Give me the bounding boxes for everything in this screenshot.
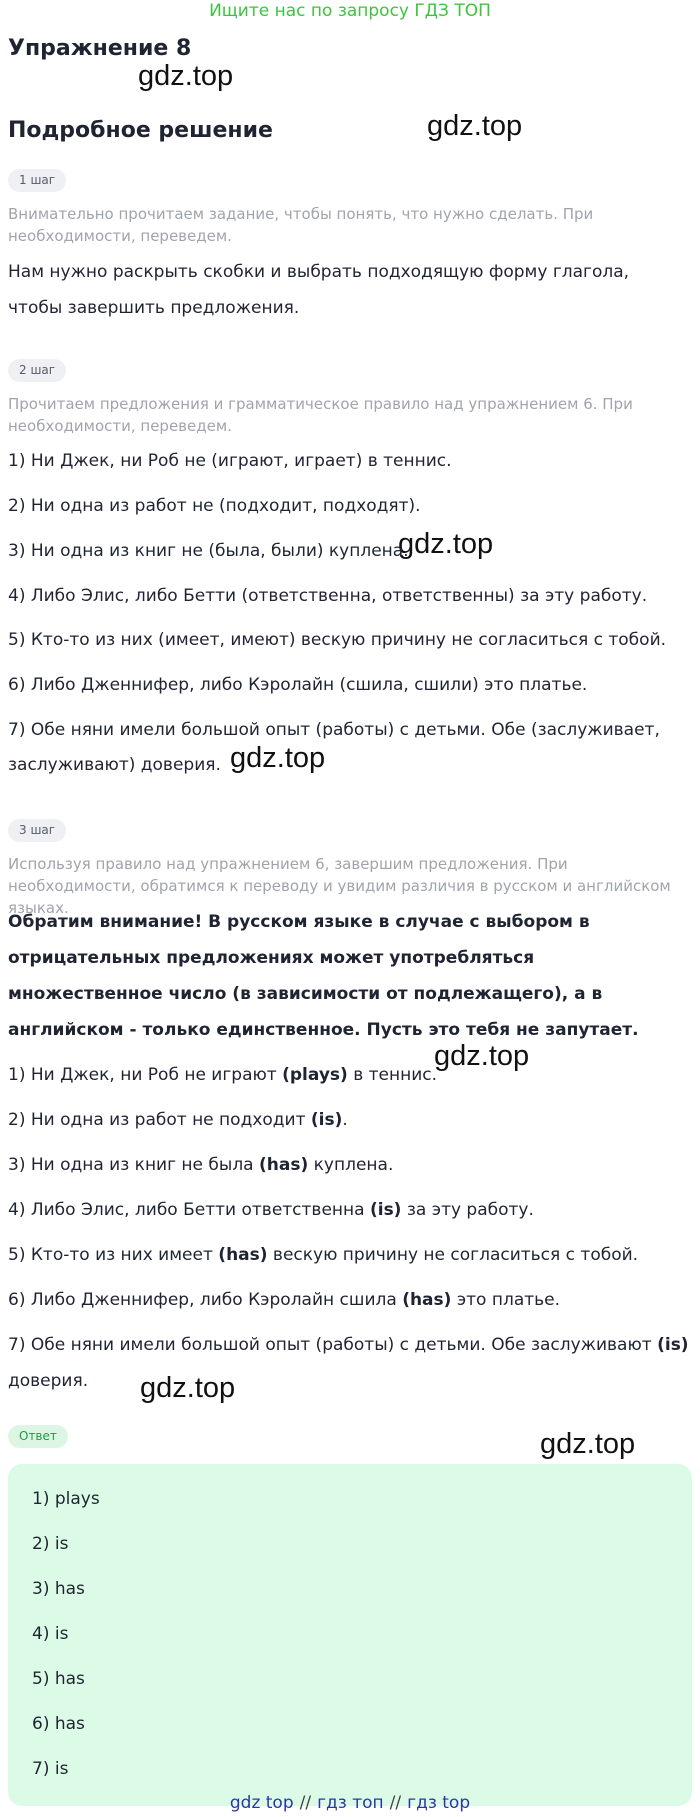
step-2-item: 5) Кто-то из них (имеет, имеют) вескую причину не согласиться с тобой. xyxy=(8,630,667,650)
exercise-title: Упражнение 8 xyxy=(8,36,192,61)
answer-box xyxy=(8,1464,692,1806)
watermark: gdz.top xyxy=(230,742,326,774)
watermark: gdz.top xyxy=(138,60,234,92)
answer-item: 6) has xyxy=(32,1714,85,1734)
watermark: gdz.top xyxy=(140,1372,236,1404)
answer-item: 2) is xyxy=(32,1534,69,1554)
search-banner: Ищите нас по запросу ГДЗ ТОП xyxy=(209,1,491,21)
watermark: gdz.top xyxy=(398,528,494,560)
step-2-item: 2) Ни одна из работ не (подходит, подходят). xyxy=(8,496,421,516)
footer-separator: // xyxy=(299,1793,312,1813)
watermark: gdz.top xyxy=(434,1040,530,1072)
step-3-item: доверия. xyxy=(8,1371,89,1391)
step-1-text: Нам нужно раскрыть скобки и выбрать подходящую форму глагола, чтобы завершить предложения. xyxy=(8,262,630,318)
step-3-item: 5) Кто-то из них имеет (has) вескую причину не согласиться с тобой. xyxy=(8,1245,639,1265)
step-2-note: Прочитаем предложения и грамматическое правило над упражнением 6. При необходимости, переведем. xyxy=(8,395,633,435)
footer-link[interactable]: гдз топ xyxy=(317,1793,384,1813)
step-3-item: 7) Обе няни имели большой опыт (работы) с детьми. Обе заслуживают (is) xyxy=(8,1335,689,1355)
answer-item: 1) plays xyxy=(32,1489,100,1509)
answer-item: 5) has xyxy=(32,1669,85,1689)
solution-title: Подробное решение xyxy=(8,118,273,143)
step-3-item: 6) Либо Дженнифер, либо Кэролайн сшила (has) это платье. xyxy=(8,1290,561,1310)
step-2-badge: 2 шаг xyxy=(8,359,66,382)
step-1-note: Внимательно прочитаем задание, чтобы понять, что нужно сделать. При необходимости, переведем. xyxy=(8,205,594,245)
step-badge xyxy=(8,359,66,382)
step-2-item: 4) Либо Элис, либо Бетти (ответственна, ответственны) за эту работу. xyxy=(8,586,648,606)
watermark: gdz.top xyxy=(540,1428,636,1460)
step-2-item: 3) Ни одна из книг не (была, были) куплена. xyxy=(8,541,409,561)
step-badge xyxy=(8,169,66,192)
step-1-badge: 1 шаг xyxy=(8,169,66,192)
step-3-item: 1) Ни Джек, ни Роб не играют (plays) в теннис. xyxy=(8,1065,438,1085)
step-3-item: 3) Ни одна из книг не была (has) куплена. xyxy=(8,1155,394,1175)
step-2-item: заслуживают) доверия. xyxy=(8,755,221,775)
step-3-item: 2) Ни одна из работ не подходит (is). xyxy=(8,1110,348,1130)
answer-item: 7) is xyxy=(32,1759,69,1779)
footer-link[interactable]: gdz top xyxy=(229,1793,294,1813)
step-3-item: 4) Либо Элис, либо Бетти ответственна (is) за эту работу. xyxy=(8,1200,534,1220)
footer-link[interactable]: гдз top xyxy=(407,1793,471,1813)
step-3-note: Используя правило над упражнением 6, завершим предложения. При необходимости, обратимся к переводу и увидим различия в русском и английском языках. xyxy=(8,855,671,917)
answer-item: 4) is xyxy=(32,1624,69,1644)
answer-badge: Ответ xyxy=(8,1425,68,1448)
answer-item: 3) has xyxy=(32,1579,85,1599)
step-2-item: 1) Ни Джек, ни Роб не (играют, играет) в теннис. xyxy=(8,451,452,471)
step-badge xyxy=(8,819,66,842)
step-3-badge: 3 шаг xyxy=(8,819,66,842)
step-3-attention: Обратим внимание! В русском языке в случае с выбором в отрицательных предложениях может употребляться множественное число (в зависимости от подлежащего), а в английском - только единственное. Пусть это тебя не запутает. xyxy=(8,912,639,1040)
step-2-item: 6) Либо Дженнифер, либо Кэролайн (сшила, сшили) это платье. xyxy=(8,675,588,695)
footer-links xyxy=(0,1793,700,1813)
answer-badge-wrap xyxy=(8,1425,68,1448)
watermark: gdz.top xyxy=(427,110,523,142)
step-2-item: 7) Обе няни имели большой опыт (работы) с детьми. Обе (заслуживает, xyxy=(8,720,660,740)
footer-separator: // xyxy=(389,1793,402,1813)
